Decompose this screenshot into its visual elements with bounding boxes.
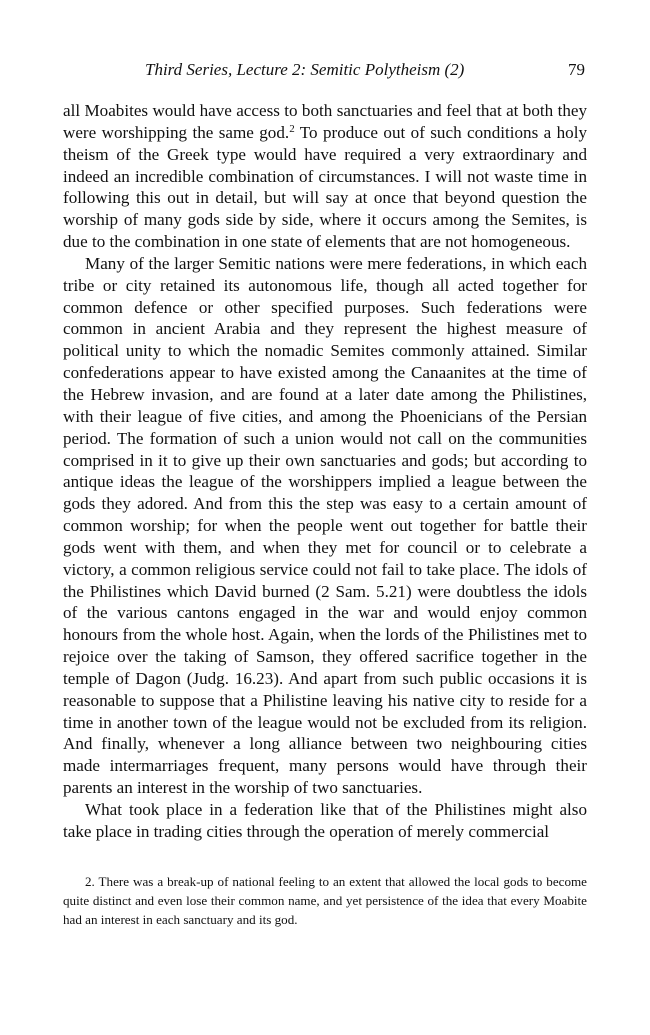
footnote-text: There was a break-up of national feeling to an extent that allowed the local gods to become quite distinct and even lose their common name, and yet persistence of the idea that every Moabite had an interest in each sanctuary and its god. [63, 873, 587, 927]
footnote [63, 872, 587, 929]
body-text [63, 100, 587, 843]
paragraph-1-continuation: To produce out of such conditions a holy theism of the Greek type would have required a very extraordinary and indeed an incredible combination of circumstances. I will not waste time in following this out in detail, but will say at once that beyond question the worship of many gods side by side, where it occurs among the Semites, is due to the combination in one state of elements that are not homogeneous. [63, 122, 587, 252]
footnote-number: 2. [85, 873, 95, 889]
paragraph-2: Many of the larger Semitic nations were mere federations, in which each tribe or city retained its autonomous life, though all acted together for common defence or other specified purposes. Such federations were common in ancient Arabia and they represent the highest measure of political unity to which the nomadic Semites commonly attained. Similar confederations appear to have existed among the Canaanites at the time of the Hebrew invasion, and are found at a later date among the Philistines, with their league of five cities, and among the Phoenicians of the Persian period. The formation of such a union would not call on the communities comprised in it to give up their own sanctuaries and gods; but according to antique ideas the league of the worshippers implied a league between the gods they adored. And from this the step was easy to a certain amount of common worship; for when the people went out together for battle their gods went with them, and when they met for council or to celebrate a victory, a common religious service could not fail to take place. The idols of the Philistines which David burned (2 Sam. 5.21) were doubtless the idols of the various cantons engaged in the war and would enjoy common honours from the whole host. Again, when the lords of the Philistines met to rejoice over the taking of Samson, they offered sacrifice together in the temple of Dagon (Judg. 16.23). And apart from such public occasions it is reasonable to suppose that a Philistine leaving his native city to reside for a time in another town of the league would not be excluded from its religion. And finally, whenever a long alliance between two neighbouring cities made intermarriages frequent, many persons would have through their parents an interest in the worship of two sanctuaries. [63, 253, 587, 798]
paragraph-3: What took place in a federation like that of the Philistines might also take place in trading cities through the operation of merely commercial [63, 800, 587, 841]
page-number: 79 [568, 60, 585, 79]
footnotes [63, 872, 587, 929]
running-head: Third Series, Lecture 2: Semitic Polytheism (2) [145, 60, 465, 79]
paragraph-1-text: all Moabites would have access to both sanctuaries and feel that at both they were worshipping the same god. [63, 101, 587, 142]
paragraph-1 [63, 100, 587, 253]
book-page [63, 58, 587, 929]
page-header [63, 58, 587, 84]
footnote-reference: 2 [289, 122, 295, 135]
